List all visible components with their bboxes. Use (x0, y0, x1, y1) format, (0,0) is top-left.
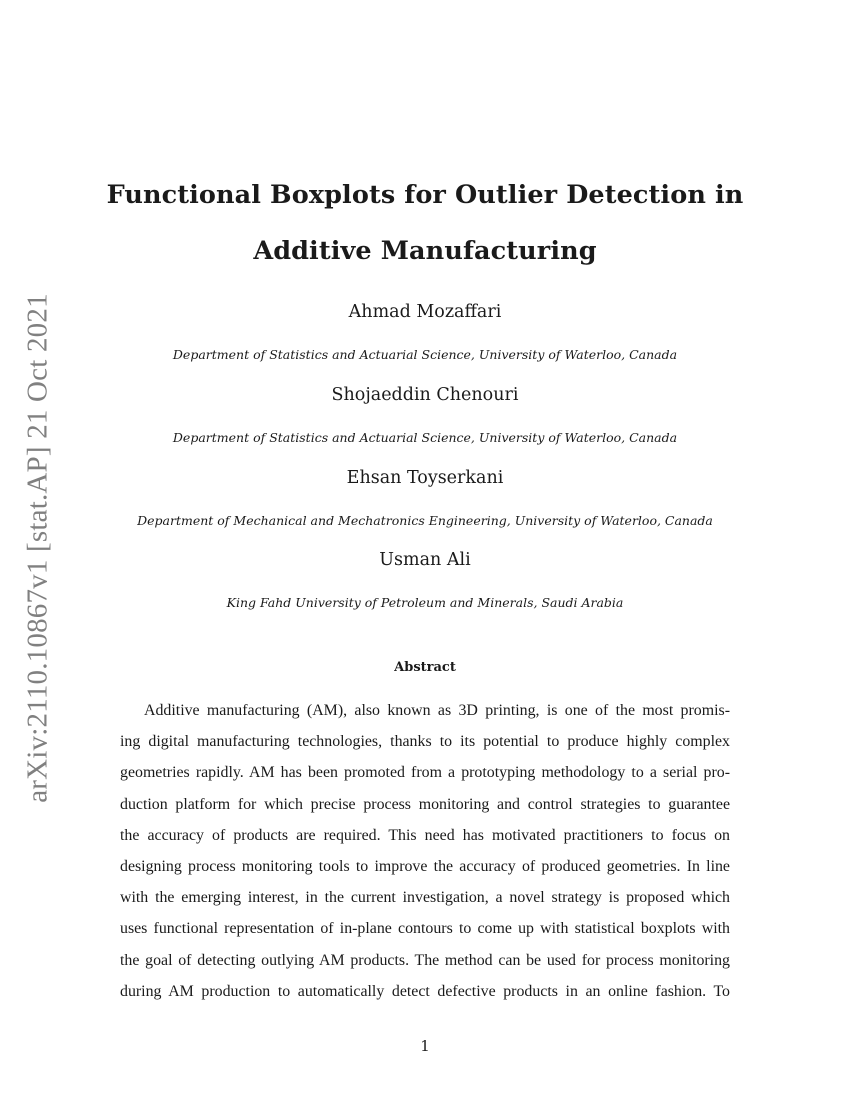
author-affiliation-2: Department of Statistics and Actuarial Science, University of Waterloo, Canada (172, 430, 678, 445)
author-affiliation-1: Department of Statistics and Actuarial Science, University of Waterloo, Canada (172, 347, 678, 362)
paper-title-line-1: Functional Boxplots for Outlier Detection in (106, 180, 744, 210)
abstract-line: uses functional representation of in-plane contours to come up with statistical boxplots with (120, 920, 730, 938)
abstract-line: Additive manufacturing (AM), also known as 3D printing, is one of the most promis- (144, 702, 730, 719)
abstract-line: designing process monitoring tools to improve the accuracy of produced geometries. In line (120, 857, 730, 875)
author-name-3: Ehsan Toyserkani (346, 468, 504, 488)
arxiv-identifier-stamp: arXiv:2110.10867v1 [stat.AP] 21 Oct 2021 (21, 293, 54, 803)
page-number: 1 (420, 1037, 430, 1055)
author-name-1: Ahmad Mozaffari (348, 302, 502, 322)
abstract-line: the accuracy of products are required. This need has motivated practitioners to focus on (120, 826, 730, 844)
abstract-body (120, 697, 730, 1009)
author-name-4: Usman Ali (379, 550, 471, 570)
abstract-heading: Abstract (394, 660, 456, 675)
paper-title-line-2: Additive Manufacturing (253, 236, 597, 266)
abstract-line: with the emerging interest, in the current investigation, a novel strategy is proposed which (120, 889, 730, 907)
paper-title (0, 167, 850, 279)
author-affiliation-3: Department of Mechanical and Mechatronics Engineering, University of Waterloo, Canada (137, 513, 713, 528)
abstract-line: ing digital manufacturing technologies, thanks to its potential to produce highly complex (120, 733, 730, 751)
abstract-line: duction platform for which precise process monitoring and control strategies to guarantee (120, 795, 730, 813)
author-name-2: Shojaeddin Chenouri (331, 385, 519, 405)
abstract-line: the goal of detecting outlying AM products. The method can be used for process monitoring (120, 951, 730, 969)
abstract-line: geometries rapidly. AM has been promoted from a prototyping methodology to a serial pro- (120, 764, 730, 782)
abstract-line: during AM production to automatically detect defective products in an online fashion. To (120, 982, 730, 1000)
author-affiliation-4: King Fahd University of Petroleum and Minerals, Saudi Arabia (226, 595, 624, 610)
